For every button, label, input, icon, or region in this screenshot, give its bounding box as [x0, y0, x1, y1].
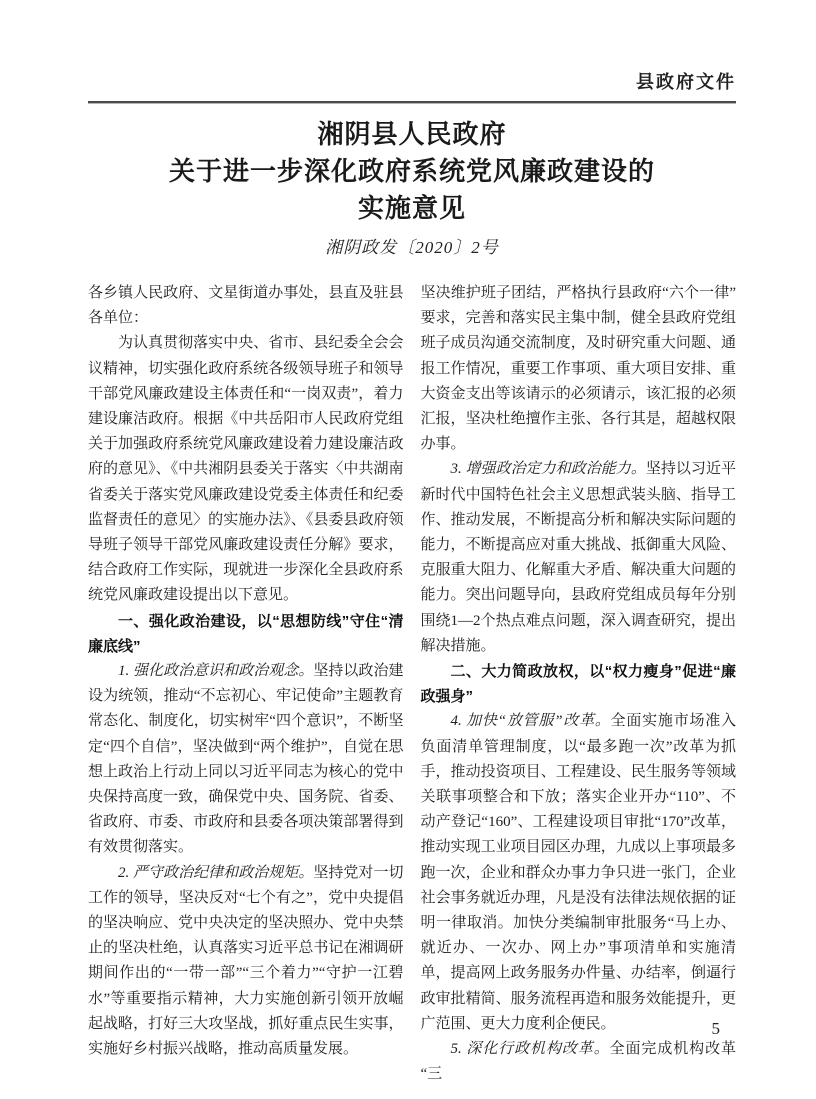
- item-lead: 1. 强化政治意识和政治观念。: [118, 663, 314, 680]
- document-title: [84, 116, 740, 227]
- title-line-2: 关于进一步深化政府系统党风廉政建设的: [168, 157, 655, 186]
- body-paragraph: 为认真贯彻落实中央、省市、县纪委全会会议精神，切实强化政府系统各级领导班子和领导干部党风廉政建设主体责任和“一岗双责”，着力建设廉洁政府。根据《中共岳阳市人民政府党组关于加强政府系统党风廉政建设着力建设廉洁政府的意见》、《中共湘阴县委关于落实〈中共湖南省委关于落实党风廉政建设党委主体责任和纪委监督责任的意见〉的实施办法》、《县委县政府领导班子领导干部党风廉政建设责任分解》要求，结合政府工作实际，现就进一步深化全县政府系统党风廉政建设提出以下意见。: [88, 335, 404, 604]
- body-paragraph: 1. 强化政治意识和政治观念。坚持以政治建设为统领，推动“不忘初心、牢记使命”主题教育常态化、制度化，切实树牢“四个意识”，不断坚定“四个自信”，坚决做到“两个维护”，自觉在思想上政治上行动上同以习近平同志为核心的党中央保持高度一致，确保党中央、国务院、省委、省政府、市委、市政府和县委各项决策部署得到有效贯彻落实。: [88, 663, 404, 856]
- title-line-1: 湘阴县人民政府: [317, 120, 507, 149]
- body-paragraph: 各乡镇人民政府、文星街道办事处，县直及驻县各单位：: [88, 285, 404, 327]
- left-column: [88, 281, 404, 1088]
- page-number: 5: [711, 1019, 720, 1038]
- body-paragraph: 2. 严守政治纪律和政治规矩。坚持党对一切工作的领导，坚决反对“七个有之”，党中央提倡的坚决响应、党中央决定的坚决照办、党中央禁止的坚决杜绝，认真落实习近平总书记在湘调研期间作出的“一带一部”“三个着力”“守护一江碧水”等重要指示精神，大力实施创新引领开放崛起战略，打好三大攻坚战，抓好重点民生实事，实施好乡村振兴战略，推动高质量发展。: [88, 864, 404, 1058]
- body-paragraph: 坚决维护班子团结，严格执行县政府“六个一律”要求，完善和落实民主集中制，健全县政府党组班子成员沟通交流制度，及时研究重大问题、通报工作情况，重要工作事项、重大项目安排、重大资金支出等该请示的必须请示，该汇报的必须汇报，坚决杜绝擅作主张、各行其是，超越权限办事。: [420, 285, 736, 453]
- section-heading: 一、强化政治建设，以“思想防线”守住“清廉底线”: [88, 612, 404, 655]
- header-rule: [88, 101, 736, 104]
- item-lead: 3. 增强政治定力和政治能力。: [450, 461, 646, 478]
- document-number: 湘阴政发〔2020〕2号: [325, 238, 499, 257]
- body-paragraph: 5. 深化行政机构改革。全面完成机构改革“三: [420, 1041, 736, 1083]
- body-paragraph: 3. 增强政治定力和政治能力。坚持以习近平新时代中国特色社会主义思想武装头脑、指导工作、推动发展，不断提高分析和解决实际问题的能力，不断提高应对重大挑战、抵御重大风险、克服重大阻力、化解重大矛盾、解决重大问题的能力。突出问题导向，县政府党组成员每年分别围绕1—2个热点难点问题，深入调查研究，提出解决措施。: [420, 461, 736, 654]
- header-label: 县政府文件: [636, 72, 736, 92]
- item-lead: 4. 加快“放管服”改革。: [450, 713, 611, 730]
- item-lead: 2. 严守政治纪律和政治规矩。: [118, 864, 314, 881]
- item-lead: 5. 深化行政机构改革。: [450, 1041, 610, 1058]
- document-body: [88, 281, 736, 1088]
- section-heading: 二、大力简政放权，以“权力瘦身”促进“廉政强身”: [420, 663, 736, 706]
- right-column: [421, 281, 737, 1088]
- title-line-3: 实施意见: [357, 194, 466, 223]
- body-paragraph: 4. 加快“放管服”改革。全面实施市场准入负面清单管理制度，以“最多跑一次”改革为抓手，推动投资项目、工程建设、民生服务等领域关联事项整合和下放；落实企业开办“110”、不动产登记“160”、工程建设项目审批“170”改革，推动实现工业项目园区办理，九成以上事项最多跑一次，企业和群众办事力争只进一张门，企业社会事务就近办理，凡是没有法律法规依据的证明一律取消。加快分类编制审批服务“马上办、就近办、一次办、网上办”事项清单和实施清单，提高网上政务服务办件量、办结率，倒逼行政审批精简、服务流程再造和服务效能提升，更广范围、更大力度利企便民。: [420, 713, 736, 1032]
